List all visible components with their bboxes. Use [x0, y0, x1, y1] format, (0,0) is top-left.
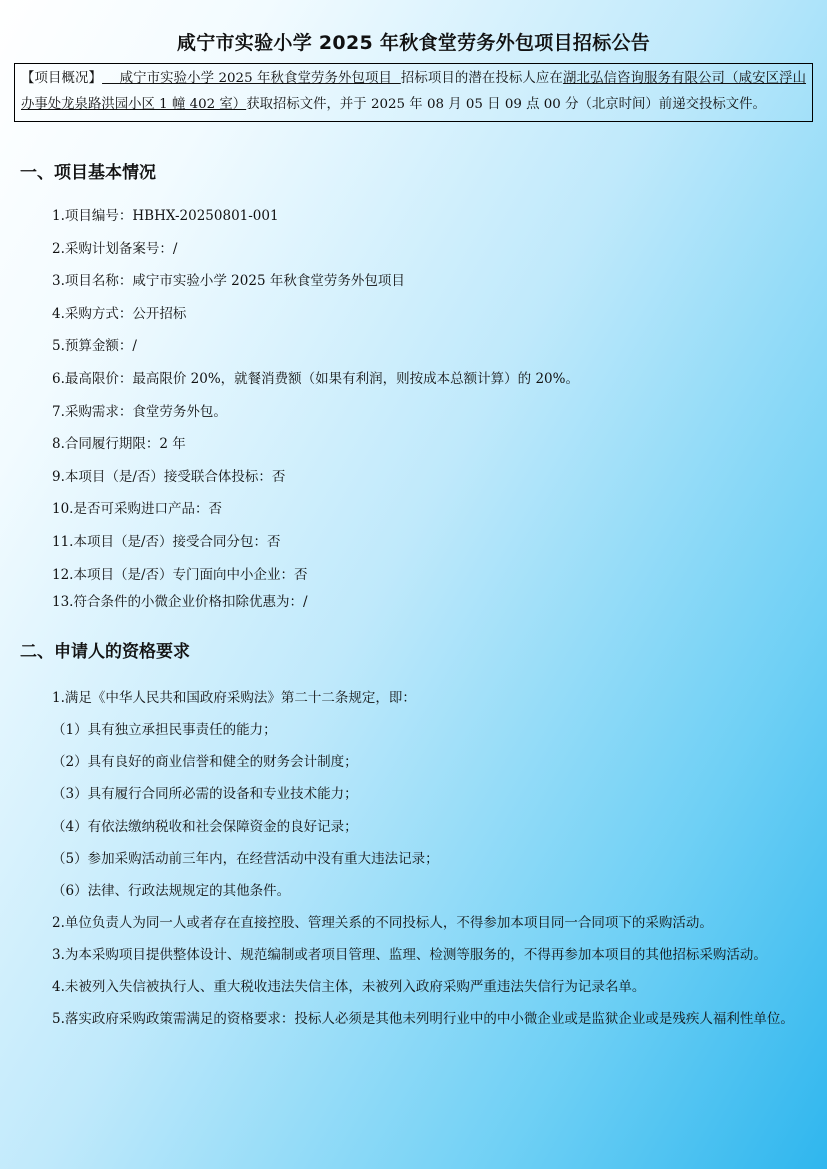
- requirement-sub-item: （1）具有独立承担民事责任的能力；: [52, 722, 277, 738]
- list-item: 1.项目编号：HBHX-20250801-001: [52, 208, 279, 224]
- list-item: 10.是否可采购进口产品：否: [52, 501, 222, 518]
- requirement-paragraph: 5.落实政府采购政策需满足的资格要求：投标人必须是其他未列明行业中的中小微企业或是监狱企业或是残疾人福利性单位。: [52, 1011, 794, 1028]
- overview-project-name: 咸宁市实验小学 2025 年秋食堂劳务外包项目: [102, 71, 401, 86]
- requirement-sub-item: （5）参加采购活动前三年内，在经营活动中没有重大违法记录；: [52, 850, 439, 867]
- requirement-paragraph: 3.为本采购项目提供整体设计、规范编制或者项目管理、监理、检测等服务的，不得再参加本项目的其他招标采购活动。: [52, 947, 767, 964]
- list-item: 11.本项目（是/否）接受合同分包：否: [52, 533, 281, 550]
- requirement-paragraph: 4.未被列入失信被执行人、重大税收违法失信主体，未被列入政府采购严重违法失信行为记录名单。: [52, 979, 646, 996]
- overview-text-b: 获取招标文件，并于 2025 年 08 月 05 日 09 点 00 分（北京时间）前递交投标文件。: [246, 97, 766, 112]
- requirement-sub-item: （6）法律、行政法规规定的其他条件。: [52, 883, 291, 900]
- section-heading-basic-info: 一、项目基本情况: [20, 163, 156, 183]
- list-item: 5.预算金额：/: [52, 338, 137, 355]
- list-item: 6.最高限价：最高限价 20%，就餐消费额（如果有利润，则按成本总额计算）的 20%。: [52, 370, 579, 387]
- basic-info-list: [52, 205, 579, 623]
- overview-text-a: 招标项目的潜在投标人应在: [400, 71, 563, 86]
- section-heading-qualifications: 二、申请人的资格要求: [20, 642, 190, 662]
- requirement-paragraph: 1.满足《中华人民共和国政府采购法》第二十二条规定，即：: [52, 690, 416, 706]
- qualification-requirements: [20, 682, 808, 1035]
- overview-label: 【项目概况】: [21, 71, 103, 86]
- list-item: 13.符合条件的小微企业价格扣除优惠为：/: [52, 593, 308, 610]
- requirement-sub-item: （3）具有履行合同所必需的设备和专业技术能力；: [52, 786, 358, 803]
- list-item: 8.合同履行期限：2 年: [52, 436, 186, 453]
- requirement-sub-item: （2）具有良好的商业信誉和健全的财务会计制度；: [52, 754, 358, 771]
- list-item: 3.项目名称：咸宁市实验小学 2025 年秋食堂劳务外包项目: [52, 273, 405, 290]
- overview-agency: 湖北弘信咨询服务有限公司（咸安区浮山办事处龙泉路洪园小区 1 幢 402 室）: [21, 71, 807, 112]
- list-item: 2.采购计划备案号：/: [52, 240, 178, 257]
- project-overview-box: [14, 63, 813, 122]
- list-item: 12.本项目（是/否）专门面向中小企业：否: [52, 566, 308, 583]
- requirement-paragraph: 2.单位负责人为同一人或者存在直接控股、管理关系的不同投标人，不得参加本项目同一合同项下的采购活动。: [52, 915, 713, 932]
- requirement-sub-item: （4）有依法缴纳税收和社会保障资金的良好记录；: [52, 818, 358, 835]
- page-title: 咸宁市实验小学 2025 年秋食堂劳务外包项目招标公告: [176, 32, 651, 54]
- list-item: 4.采购方式：公开招标: [52, 305, 187, 322]
- list-item: 7.采购需求：食堂劳务外包。: [52, 403, 227, 420]
- list-item: 9.本项目（是/否）接受联合体投标：否: [52, 468, 286, 485]
